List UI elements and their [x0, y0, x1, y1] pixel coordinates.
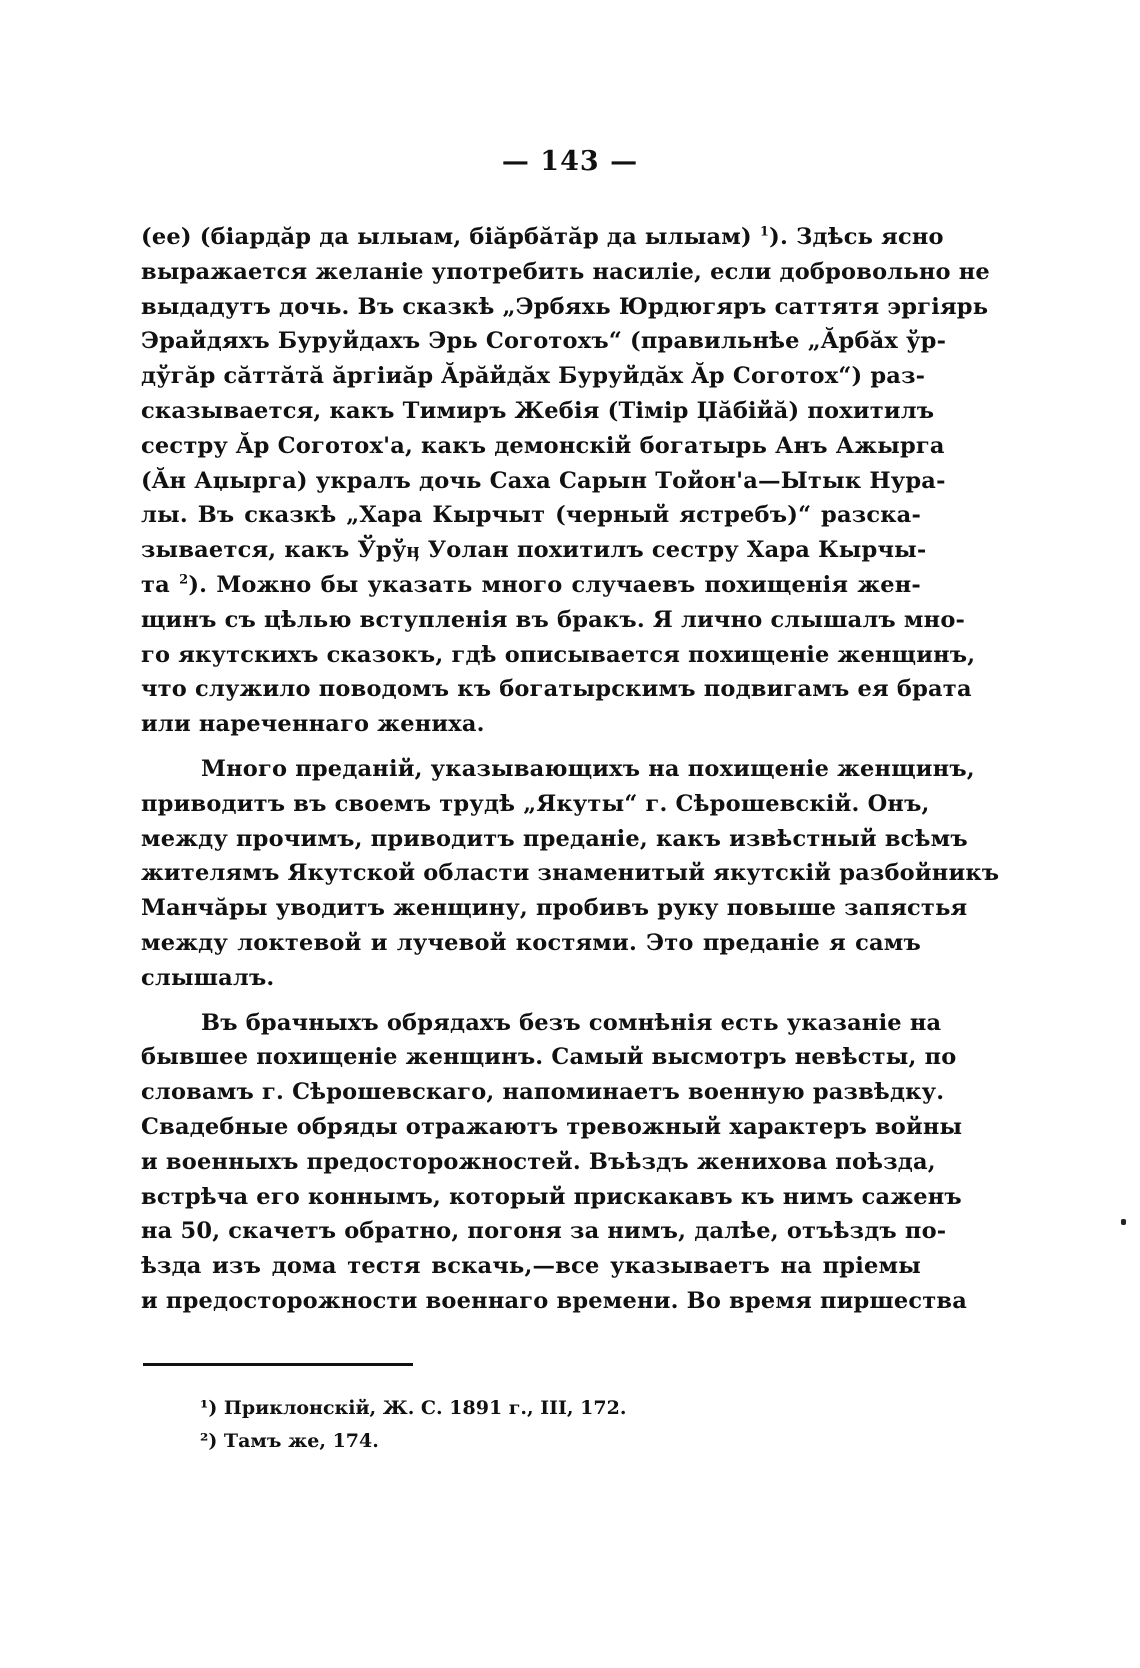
text-line: дўгăр сăттăтă ăргіиăр Ăрăйдăх Буруйдăх Ăр Соготох“) раз-	[141, 363, 926, 390]
body-text	[141, 220, 1000, 1319]
text-line: или нареченнаго жениха.	[141, 711, 485, 738]
footnote-1: ¹) Приклонскій, Ж. С. 1891 г., III, 172.	[200, 1397, 627, 1419]
text-line: Много преданій, указывающихъ на похищеніе женщинъ,	[201, 755, 975, 782]
text-line: что служило поводомъ къ богатырскимъ подвигамъ ея брата	[141, 676, 972, 703]
text-line: жителямъ Якутской области знаменитый якутскій разбойникъ	[141, 860, 1000, 887]
text-line: и военныхъ предосторожностей. Въѣздъ женихова поѣзда,	[141, 1148, 936, 1175]
text-line: выдадутъ дочь. Въ сказкѣ „Эрбяхь Юрдюгяръ саттятя эргіярь	[141, 293, 989, 320]
line-text: (ee) (біардăр да ылыам, біăрбăтăр да ылыам)	[141, 224, 752, 250]
text-line: лы. Въ сказкѣ „Хара Кырчыт (черный ястребъ)“ разска-	[141, 502, 921, 529]
text-line: встрѣча его коннымъ, который прискакавъ къ нимъ саженъ	[141, 1183, 962, 1210]
line-text: та	[141, 571, 170, 598]
line-text: ). Можно бы указать много случаевъ похищенія жен-	[188, 571, 921, 598]
text-line: бывшее похищеніе женщинъ. Самый высмотръ невѣсты, по	[141, 1044, 957, 1071]
line-text: ). Здѣсь ясно	[769, 224, 944, 250]
text-line: сказывается, какъ Тимиръ Жебія (Тімір Џăбійă) похитилъ	[141, 397, 935, 424]
text-line: ѣзда изъ дома тестя вскачь,—все указываетъ на пріемы	[141, 1253, 921, 1280]
page-number: — 143 —	[501, 146, 639, 177]
text-line: выражается желаніе употребить насиліе, если добровольно не	[141, 258, 990, 285]
footnotes	[200, 1392, 800, 1458]
text-line: на 50, скачетъ обратно, погоня за нимъ, далѣе, отъѣздъ по-	[141, 1218, 947, 1245]
scan-speck	[1121, 1219, 1126, 1225]
text-line: приводитъ въ своемъ трудѣ „Якуты“ г. Сѣрошевскій. Онъ,	[141, 790, 930, 817]
text-line: Въ брачныхъ обрядахъ безъ сомнѣнія есть указаніе на	[201, 1009, 942, 1036]
text-line: словамъ г. Сѣрошевскаго, напоминаетъ военную развѣдку.	[141, 1079, 945, 1106]
text-line: Манчăры уводитъ женщину, пробивъ руку повыше запястья	[141, 895, 968, 922]
paragraph-2	[141, 752, 1000, 996]
footnote-ref[interactable]: 1	[759, 224, 770, 240]
text-line: Эрайдяхъ Буруйдахъ Эрь Соготохъ“ (правильнѣе „Ăрбăх ўр-	[141, 328, 947, 355]
text-line: и предосторожности военнаго времени. Во время пиршества	[141, 1287, 968, 1314]
text-line: Свадебные обряды отражаютъ тревожный характеръ войны	[141, 1113, 963, 1140]
text-line: (Ăн Аџырга) укралъ дочь Саха Сарын Тойон'а—Ытык Нура-	[141, 467, 946, 494]
footnote-2: ²) Тамъ же, 174.	[200, 1430, 379, 1452]
paragraph-gap	[141, 742, 921, 752]
text-line: зывается, какъ Ўрўӊ Уолан похитилъ сестру Хара Кырчы-	[141, 537, 927, 564]
paragraph-gap	[141, 996, 921, 1006]
text-line	[141, 568, 921, 603]
text-line: сестру Ăр Соготох'а, какъ демонскій богатырь Анъ Ажырга	[141, 432, 945, 459]
text-line: слышалъ.	[141, 964, 275, 991]
text-line: щинъ съ цѣлью вступленія въ бракъ. Я лично слышалъ мно-	[141, 606, 966, 633]
footnote-ref[interactable]: 2	[179, 572, 189, 588]
text-line: между прочимъ, приводитъ преданіе, какъ извѣстный всѣмъ	[141, 825, 968, 852]
footnote-divider	[143, 1363, 413, 1366]
paragraph-3	[141, 1006, 968, 1319]
text-line	[141, 220, 944, 255]
paragraph-1	[141, 220, 990, 742]
text-line: го якутскихъ сказокъ, гдѣ описывается похищеніе женщинъ,	[141, 641, 976, 668]
text-line: между локтевой и лучевой костями. Это преданіе я самъ	[141, 929, 921, 956]
